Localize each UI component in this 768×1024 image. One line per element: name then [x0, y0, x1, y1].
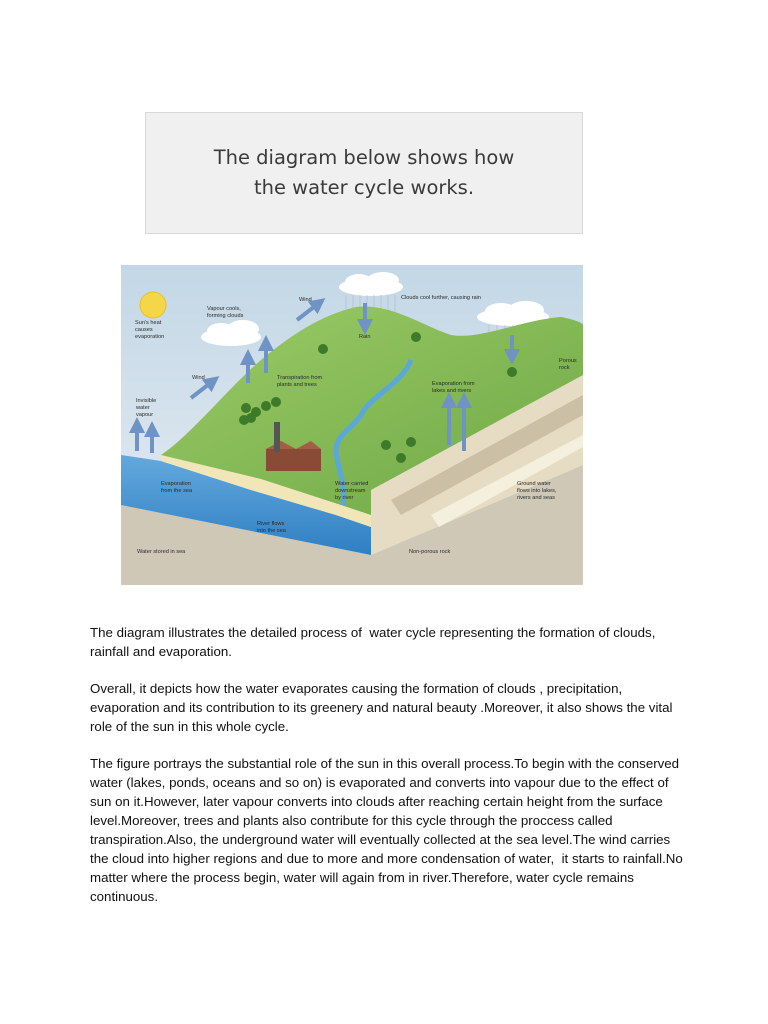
title-line-1: The diagram below shows how — [213, 146, 515, 169]
diagram-title — [174, 143, 554, 203]
label-ground-water: Ground water flows into lakes, rivers and seas — [517, 481, 557, 501]
essay-body — [90, 623, 690, 924]
label-porous-rock: Porous rock — [559, 358, 577, 371]
title-line-2: the water cycle works. — [253, 176, 475, 199]
label-evap-sea: Evaporation from the sea — [161, 481, 193, 494]
paragraph-overview: Overall, it depicts how the water evaporates causing the formation of clouds , precipitation, evaporation and its contribution to its greenery and natural beauty .Moreover, it also shows the vital role of the sun in this whole cycle. — [90, 681, 677, 734]
label-water-stored: Water stored in sea — [137, 549, 186, 555]
water-cycle-illustration — [121, 265, 583, 585]
label-vapour-cools: Vapour cools, forming clouds — [207, 306, 244, 319]
title-banner — [145, 112, 583, 234]
label-river-flows: River flows into the sea — [257, 521, 286, 534]
sun-icon — [140, 292, 166, 318]
label-transpiration: Transpiration from plants and trees — [277, 375, 323, 388]
paragraph-intro: The diagram illustrates the detailed process of water cycle representing the formation of clouds, rainfall and evaporation. — [90, 625, 660, 659]
label-sun: Sun's heat causes evaporation — [135, 320, 165, 340]
paragraph-detail: The figure portrays the substantial role of the sun in this overall process.To begin with the conserved water (lakes, ponds, oceans and so on) is evaporated and converts into vapour due to the effect of sun on it.However, later vapour converts into clouds after reaching certain height from the surface level.Moreover, trees and plants also contribute for this cycle through the proccess called transpiration.Also, the underground water will eventually collected at the sea level.The wind carries the cloud into higher regions and due to more and more condensation of water, it starts to rainfall.No matter where the process begin, water will again from in river.Therefore, water cycle remains continuous. — [90, 756, 687, 904]
label-evap-lakes: Evaporation from lakes and rivers — [432, 381, 475, 394]
water-cycle-diagram — [121, 265, 583, 585]
label-clouds-cool: Clouds cool further, causing rain — [401, 295, 481, 301]
label-wind-left: Wind — [192, 375, 205, 381]
label-water-carried: Water carried downstream by river — [335, 481, 369, 501]
label-wind-top: Wind — [299, 297, 312, 303]
label-invisible-vapour: Invisible water vapour — [136, 398, 157, 418]
label-rain: Rain — [359, 334, 371, 340]
label-non-porous: Non-porous rock — [409, 549, 451, 555]
